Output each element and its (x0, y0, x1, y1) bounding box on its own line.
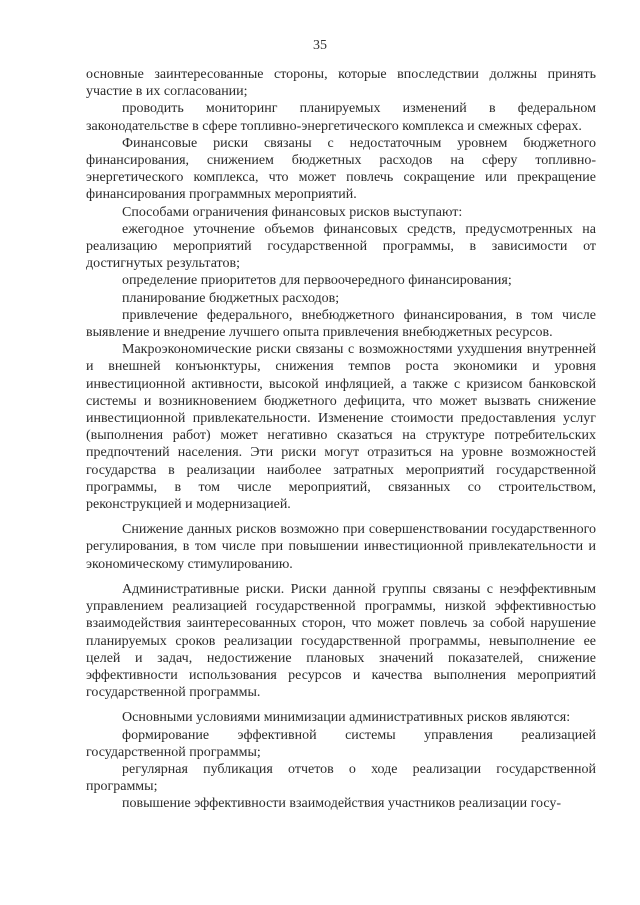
paragraph-stakeholders-approval: основные заинтересованные стороны, которые впоследствии должны принять участие в их согласовании; (86, 67, 596, 100)
list-item-attracting-funding: привлечение федерального, внебюджетного финансирования, в том числе выявление и внедрение лучшего опыта привлечения внебюджетных ресурсов. (86, 307, 596, 341)
list-item-budget-planning: планирование бюджетных расходов; (122, 290, 340, 306)
paragraph-financial-risks: Финансовые риски связаны с недостаточным уровнем бюджетного финансирования, снижением бюджетных расходов на сферу топливно-энергетического комплекса, что может повлечь сокращение или прекращение финансирования программных мероприятий. (86, 135, 596, 203)
paragraph-risk-reduction: Снижение данных рисков возможно при совершенствовании государственного регулирования, в том числе при повышении инвестиционной привлекательности и экономическому стимулированию. (86, 522, 596, 572)
paragraph-monitoring-legislation: проводить мониторинг планируемых изменений в федеральном законодательстве в сфере топливно-энергетического комплекса и смежных сферах. (86, 101, 596, 134)
paragraph-financial-risk-methods-intro: Способами ограничения финансовых рисков выступают: (122, 204, 463, 220)
list-item-priorities: определение приоритетов для первоочередного финансирования; (122, 273, 512, 289)
list-item-management-system: формирование эффективной системы управления реализацией государственной программы; (86, 727, 596, 760)
list-item-report-publication: регулярная публикация отчетов о ходе реализации государственной программы; (86, 761, 596, 795)
list-item-participant-interaction: повышение эффективности взаимодействия участников реализации госу- (122, 796, 562, 812)
paragraph-macroeconomic-risks: Макроэкономические риски связаны с возможностями ухудшения внутренней и внешней конъюнктуры, снижения темпов роста экономики и уровня инвестиционной активности, высокой инфляцией, а также с кризисом банковской системы и возникновением бюджетного дефицита, что может вызвать снижение инвестиционной привлекательности. Изменение стоимости предоставления услуг (выполнения работ) может негативно сказаться на структуре потребительских предпочтений населения. Эти риски могут отразиться на уровне возможностей государства в реализации наиболее затратных мероприятий государственной программы, в том числе мероприятий, связанных со строительством, реконструкцией и модернизацией. (86, 342, 596, 513)
list-item-annual-clarification: ежегодное уточнение объемов финансовых средств, предусмотренных на реализацию мероприятий государственной программы, в зависимости от достигнутых результатов; (86, 221, 596, 272)
document-body (86, 66, 596, 813)
paragraph-administrative-risks: Административные риски. Риски данной группы связаны с неэффективным управлением реализацией государственной программы, низкой эффективностью взаимодействия заинтересованных сторон, что может повлечь за собой нарушение планируемых сроков реализации государственной программы, невыполнение ее целей и задач, недостижение плановых значений показателей, снижение эффективности использования ресурсов и качества выполнения мероприятий государственной программы. (86, 581, 596, 701)
page-number: 35 (313, 38, 327, 53)
paragraph-minimization-conditions-intro: Основными условиями минимизации административных рисков являются: (122, 710, 571, 726)
